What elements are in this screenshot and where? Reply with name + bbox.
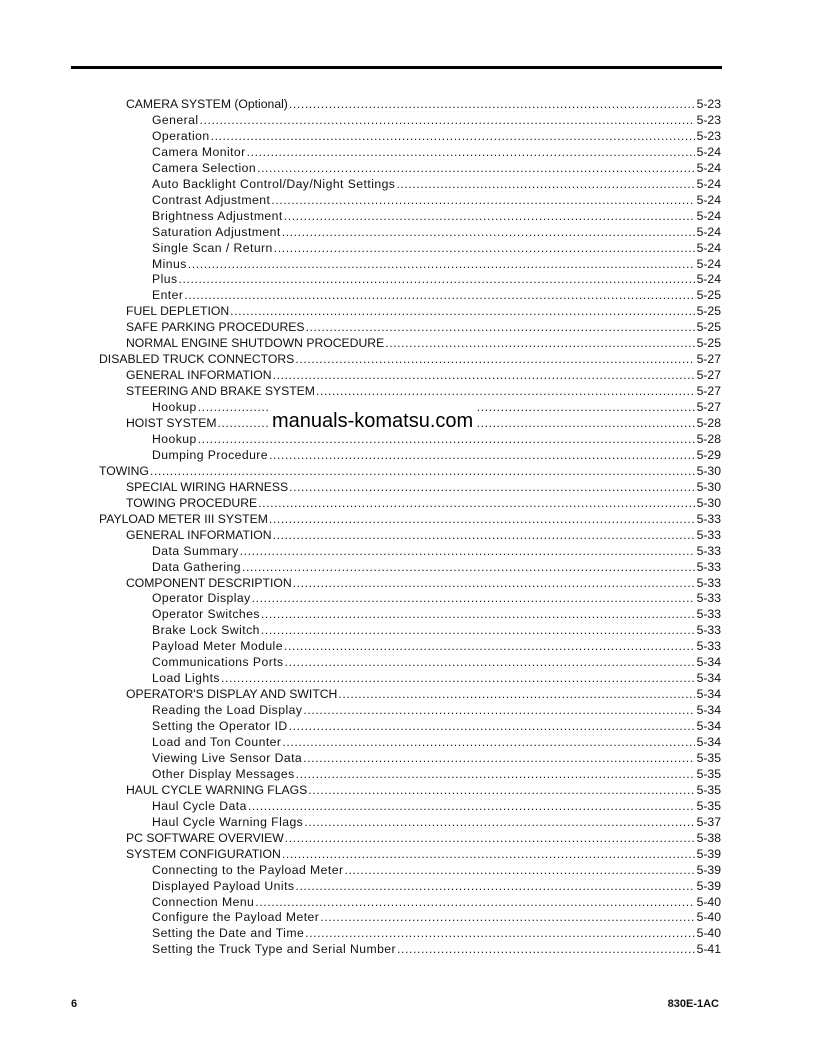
toc-entry-title: Communications Ports	[152, 655, 284, 670]
toc-entry	[152, 925, 721, 941]
toc-dot-leader	[188, 256, 695, 272]
toc-entry-page: 5-24	[696, 224, 721, 239]
toc-dot-leader	[289, 718, 695, 734]
toc-entry-page: 5-33	[696, 575, 721, 590]
toc-entry-page: 5-24	[696, 240, 721, 255]
toc-entry-title: STEERING AND BRAKE SYSTEM	[126, 384, 315, 399]
toc-entry-page: 5-23	[696, 97, 721, 111]
toc-entry	[126, 96, 721, 112]
toc-entry-title: Plus	[152, 272, 178, 287]
toc-dot-leader	[316, 383, 695, 399]
toc-dot-leader	[252, 590, 695, 606]
toc-entry-page: 5-30	[696, 463, 721, 478]
toc-dot-leader	[295, 351, 694, 367]
toc-entry-title: COMPONENT DESCRIPTION	[126, 575, 292, 590]
toc-entry-title: Haul Cycle Data	[152, 798, 247, 813]
toc-entry-title: GENERAL INFORMATION	[126, 527, 272, 542]
toc-entry-title: Other Display Messages	[152, 766, 295, 781]
toc-dot-leader	[184, 287, 694, 303]
toc-entry-title: Setting the Operator ID	[152, 719, 288, 734]
toc-dot-leader	[258, 495, 694, 511]
toc-entry-page: 5-39	[696, 862, 721, 877]
toc-entry-title: Minus	[152, 256, 187, 271]
toc-entry-page: 5-23	[696, 112, 721, 127]
toc-entry	[152, 878, 721, 894]
toc-dot-leader	[289, 479, 695, 495]
toc-entry-page: 5-34	[696, 671, 721, 686]
toc-entry-title: Hookup	[152, 400, 197, 415]
toc-entry	[152, 798, 721, 814]
toc-entry-page: 5-40	[696, 910, 721, 925]
toc-entry-page: 5-27	[696, 368, 721, 383]
toc-dot-leader	[261, 606, 695, 622]
toc-entry-page: 5-35	[696, 782, 721, 797]
document-code: 830E-1AC	[667, 998, 719, 1010]
toc-entry-title: Displayed Payload Units	[152, 878, 295, 893]
toc-entry	[152, 559, 721, 575]
toc-dot-leader	[261, 622, 695, 638]
toc-entry	[126, 575, 721, 591]
toc-dot-leader	[285, 654, 695, 670]
toc-entry	[152, 718, 721, 734]
toc-entry	[152, 941, 721, 957]
toc-entry-page: 5-29	[696, 447, 721, 462]
toc-entry	[152, 814, 721, 830]
toc-entry-title: PC SOFTWARE OVERVIEW	[126, 830, 284, 845]
toc-entry-page: 5-35	[696, 750, 721, 765]
toc-dot-leader	[306, 319, 695, 335]
toc-dot-leader	[320, 909, 694, 925]
toc-dot-leader	[284, 638, 695, 654]
page-number: 6	[71, 998, 78, 1010]
toc-entry-title: CAMERA SYSTEM (Optional)	[126, 97, 288, 111]
toc-entry-page: 5-33	[696, 591, 721, 606]
toc-entry	[152, 766, 721, 782]
toc-dot-leader	[303, 702, 694, 718]
toc-dot-leader	[248, 798, 695, 814]
toc-dot-leader	[296, 766, 695, 782]
toc-entry-title: Connection Menu	[152, 894, 255, 909]
toc-entry-title: SYSTEM CONFIGURATION	[126, 846, 281, 861]
toc-entry-title: Saturation Adjustment	[152, 224, 281, 239]
toc-entry-page: 5-33	[696, 511, 721, 526]
toc-entry	[99, 463, 721, 479]
toc-entry-page: 5-27	[696, 352, 721, 367]
toc-entry-title: Dumping Procedure	[152, 447, 269, 462]
toc-entry	[152, 447, 721, 463]
toc-entry	[99, 351, 721, 367]
toc-entry	[126, 367, 721, 383]
toc-dot-leader	[273, 527, 695, 543]
toc-entry	[152, 654, 721, 670]
toc-dot-leader	[273, 367, 695, 383]
top-rule	[71, 66, 722, 69]
toc-entry-page: 5-23	[696, 128, 721, 143]
toc-entry-title: TOWING	[99, 463, 149, 478]
toc-entry	[152, 112, 721, 128]
toc-dot-leader	[295, 878, 694, 894]
toc-entry	[126, 335, 721, 351]
toc-entry-page: 5-33	[696, 607, 721, 622]
toc-entry	[152, 224, 721, 240]
toc-entry-title: Brightness Adjustment	[152, 208, 283, 223]
toc-dot-leader	[179, 271, 695, 287]
toc-entry-page: 5-30	[696, 479, 721, 494]
toc-entry-title: Camera Selection	[152, 160, 257, 175]
toc-dot-leader	[274, 240, 695, 256]
toc-entry-title: Hookup	[152, 431, 197, 446]
toc-entry-title: Operator Display	[152, 591, 251, 606]
toc-entry-title: Brake Lock Switch	[152, 623, 260, 638]
toc-entry-page: 5-39	[696, 846, 721, 861]
toc-entry-page: 5-34	[696, 735, 721, 749]
toc-entry-page: 5-40	[696, 894, 721, 909]
toc-entry	[126, 782, 721, 798]
toc-entry-title: Setting the Date and Time	[152, 926, 305, 941]
toc-dot-leader	[221, 670, 695, 686]
toc-entry-page: 5-34	[696, 687, 721, 702]
toc-entry	[99, 511, 721, 527]
toc-entry-title: GENERAL INFORMATION	[126, 368, 272, 383]
toc-entry-title: Auto Backlight Control/Day/Night Settings	[152, 176, 396, 191]
toc-entry	[152, 208, 721, 224]
toc-entry-page: 5-39	[696, 878, 721, 893]
toc-entry	[152, 271, 721, 287]
toc-entry	[152, 750, 721, 766]
toc-entry-page: 5-28	[696, 431, 721, 446]
toc-entry-page: 5-24	[696, 176, 721, 191]
toc-entry-title: HOIST SYSTEM	[126, 416, 217, 430]
toc-dot-leader	[338, 686, 694, 702]
toc-dot-leader	[200, 112, 695, 128]
toc-entry-page: 5-33	[696, 559, 721, 574]
toc-entry	[152, 240, 721, 256]
toc-entry	[152, 128, 721, 144]
toc-entry-title: SAFE PARKING PROCEDURES	[126, 320, 305, 335]
toc-dot-leader	[230, 303, 694, 319]
toc-dot-leader	[308, 782, 694, 798]
toc-entry-page: 5-24	[696, 272, 721, 287]
toc-dot-leader	[303, 750, 694, 766]
toc-entry-title: General	[152, 112, 199, 127]
toc-entry-title: TOWING PROCEDURE	[126, 495, 258, 510]
toc-entry-title: Load and Ton Counter	[152, 735, 282, 749]
toc-entry-title: PAYLOAD METER III SYSTEM	[99, 511, 268, 526]
toc-entry-title: Data Gathering	[152, 559, 241, 574]
toc-entry	[126, 383, 721, 399]
toc-entry-page: 5-41	[696, 942, 721, 957]
toc-dot-leader	[269, 511, 695, 527]
toc-entry-title: Viewing Live Sensor Data	[152, 750, 303, 765]
toc-dot-leader	[285, 830, 695, 846]
toc-entry-title: FUEL DEPLETION	[126, 304, 230, 319]
toc-entry-title: Load Lights	[152, 671, 220, 686]
toc-entry-page: 5-33	[696, 639, 721, 654]
toc-entry	[152, 702, 721, 718]
toc-dot-leader	[385, 335, 694, 351]
toc-dot-leader	[282, 734, 694, 750]
toc-entry-title: HAUL CYCLE WARNING FLAGS	[126, 782, 308, 797]
toc-entry-page: 5-37	[696, 814, 721, 829]
toc-entry-page: 5-33	[696, 527, 721, 542]
toc-dot-leader	[305, 925, 694, 941]
toc-entry-title: Connecting to the Payload Meter	[152, 862, 344, 877]
toc-entry-page: 5-30	[696, 495, 721, 510]
toc-dot-leader	[344, 862, 694, 878]
toc-entry-title: Payload Meter Module	[152, 639, 283, 654]
toc-entry	[152, 192, 721, 208]
toc-entry	[152, 256, 721, 272]
toc-entry	[152, 622, 721, 638]
toc-entry	[126, 495, 721, 511]
toc-entry-page: 5-38	[696, 830, 721, 845]
toc-entry	[152, 909, 721, 925]
toc-entry	[126, 479, 721, 495]
toc-entry	[152, 160, 721, 176]
toc-dot-leader	[211, 128, 695, 144]
toc-entry	[152, 606, 721, 622]
toc-entry-page: 5-35	[696, 766, 721, 781]
toc-entry	[126, 830, 721, 846]
toc-entry-page: 5-25	[696, 288, 721, 303]
toc-entry-title: Setting the Truck Type and Serial Number	[152, 942, 397, 957]
toc-dot-leader	[304, 814, 694, 830]
toc-entry-page: 5-33	[696, 543, 721, 558]
toc-entry-page: 5-24	[696, 160, 721, 175]
toc-entry-title: Camera Monitor	[152, 144, 246, 159]
toc-entry-page: 5-27	[696, 400, 721, 415]
toc-dot-leader	[289, 96, 695, 112]
toc-entry-title: Enter	[152, 288, 184, 303]
toc-entry-page: 5-34	[696, 655, 721, 670]
toc-entry	[126, 527, 721, 543]
toc-dot-leader	[293, 575, 695, 591]
toc-entry-title: Operator Switches	[152, 607, 260, 622]
toc-entry	[152, 287, 721, 303]
toc-entry-title: Configure the Payload Meter	[152, 910, 320, 925]
toc-entry-page: 5-34	[696, 719, 721, 734]
toc-entry-page: 5-34	[696, 703, 721, 718]
toc-entry	[152, 176, 721, 192]
toc-entry	[152, 670, 721, 686]
toc-dot-leader	[282, 846, 695, 862]
toc-entry-page: 5-33	[696, 623, 721, 638]
toc-entry	[126, 303, 721, 319]
toc-entry-page: 5-24	[696, 144, 721, 159]
toc-dot-leader	[282, 224, 695, 240]
toc-dot-leader	[397, 941, 695, 957]
toc-entry	[152, 734, 721, 750]
toc-entry-title: Data Summary	[152, 543, 239, 558]
toc-dot-leader	[240, 543, 695, 559]
toc-entry-title: NORMAL ENGINE SHUTDOWN PROCEDURE	[126, 336, 385, 351]
toc-entry-page: 5-24	[696, 256, 721, 271]
toc-entry-page: 5-25	[696, 320, 721, 335]
toc-entry-page: 5-25	[696, 336, 721, 351]
toc-entry-title: DISABLED TRUCK CONNECTORS	[99, 352, 295, 367]
toc-entry-title: OPERATOR'S DISPLAY AND SWITCH	[126, 687, 338, 702]
toc-dot-leader	[284, 208, 695, 224]
toc-entry-title: Haul Cycle Warning Flags	[152, 814, 304, 829]
toc-entry-title: Single Scan / Return	[152, 240, 273, 255]
toc-entry-page: 5-25	[696, 304, 721, 319]
toc-dot-leader	[150, 463, 695, 479]
toc-entry-title: SPECIAL WIRING HARNESS	[126, 479, 289, 494]
toc-dot-leader	[255, 894, 694, 910]
toc-entry-page: 5-24	[696, 192, 721, 207]
toc-entry	[152, 894, 721, 910]
toc-dot-leader	[257, 160, 695, 176]
watermark: manuals-komatsu.com	[272, 410, 474, 432]
toc-entry	[152, 144, 721, 160]
toc-dot-leader	[271, 192, 694, 208]
toc-entry-page: 5-28	[696, 416, 721, 430]
toc-entry	[152, 543, 721, 559]
toc-dot-leader	[269, 447, 695, 463]
toc-entry-title: Operation	[152, 128, 210, 143]
toc-dot-leader	[396, 176, 694, 192]
toc-entry-title: Reading the Load Display	[152, 703, 303, 718]
toc-entry-page: 5-27	[696, 384, 721, 399]
toc-dot-leader	[242, 559, 695, 575]
toc-entry	[126, 846, 721, 862]
toc-dot-leader	[247, 144, 695, 160]
toc-entry-page: 5-35	[696, 798, 721, 813]
toc-entry	[152, 638, 721, 654]
toc-entry-title: Contrast Adjustment	[152, 192, 271, 207]
toc-entry-page: 5-24	[696, 208, 721, 223]
toc-entry	[152, 862, 721, 878]
toc-entry	[152, 590, 721, 606]
toc-entry	[126, 686, 721, 702]
toc-entry	[126, 319, 721, 335]
toc-entry-page: 5-40	[696, 926, 721, 941]
